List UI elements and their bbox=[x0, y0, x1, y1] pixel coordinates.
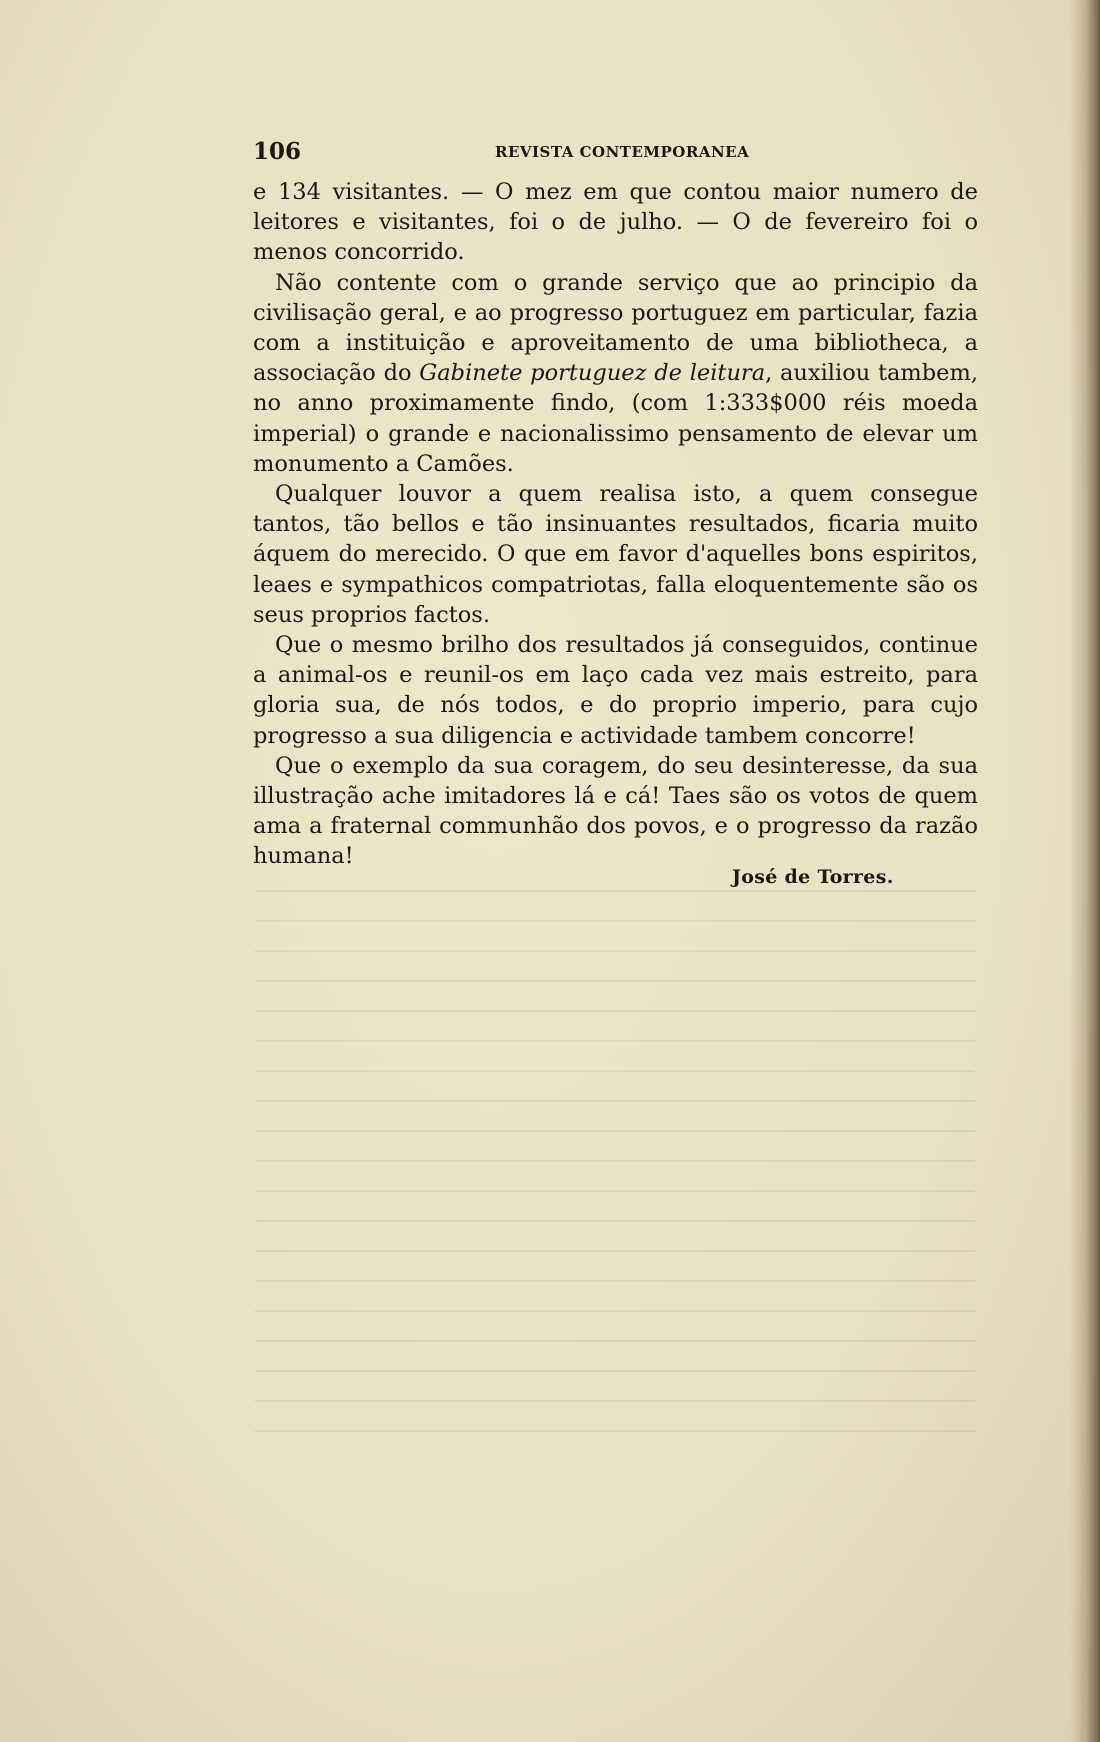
paragraph-2-start: Não contente com o grande serviço que ao principio da civilisação geral, e ao progresso portuguez em particular, fazia com a instituição e aproveitamento de uma bibliotheca, a associação do bbox=[253, 269, 978, 387]
paragraph-2-italic-title: Gabinete portuguez de leitura bbox=[419, 360, 766, 387]
paragraph-5: Que o exemplo da sua coragem, do seu desinteresse, da sua illustração ache imitadores lá e cá! Taes são os votos de quem ama a fraternal communhão dos povos, e o progresso da razão humana! bbox=[253, 752, 978, 870]
running-title: REVISTA CONTEMPORANEA bbox=[495, 143, 750, 161]
show-through-texture bbox=[255, 890, 975, 1450]
article-body bbox=[253, 177, 978, 872]
page-edge-shadow bbox=[1070, 0, 1100, 1742]
paragraph-3: Qualquer louvor a quem realisa isto, a quem consegue tantos, tão bellos e tão insinuantes resultados, ficaria muito áquem do merecido. O que em favor d'aquelles bons espiritos, leaes e sympathicos compatriotas, falla eloquentemente são os seus proprios factos. bbox=[253, 481, 978, 628]
page-header bbox=[253, 138, 978, 166]
paragraph-1: e 134 visitantes. — O mez em que contou maior numero de leitores e visitantes, foi o de julho. — O de fevereiro foi o menos concorrido. bbox=[253, 179, 978, 266]
paragraph-2-end: , auxiliou tambem, no anno proximamente findo, (com 1:333$000 réis moeda imperial) o grande e nacionalissimo pensamento de elevar um monumento a Camões. bbox=[253, 360, 978, 477]
author-signature: José de Torres. bbox=[732, 866, 894, 888]
paragraph-2 bbox=[253, 268, 978, 479]
paragraph-4: Que o mesmo brilho dos resultados já conseguidos, continue a animal-os e reunil-os em laço cada vez mais estreito, para gloria sua, de nós todos, e do proprio imperio, para cujo progresso a sua diligencia e actividade tambem concorre! bbox=[253, 632, 978, 749]
page-number: 106 bbox=[253, 138, 302, 165]
